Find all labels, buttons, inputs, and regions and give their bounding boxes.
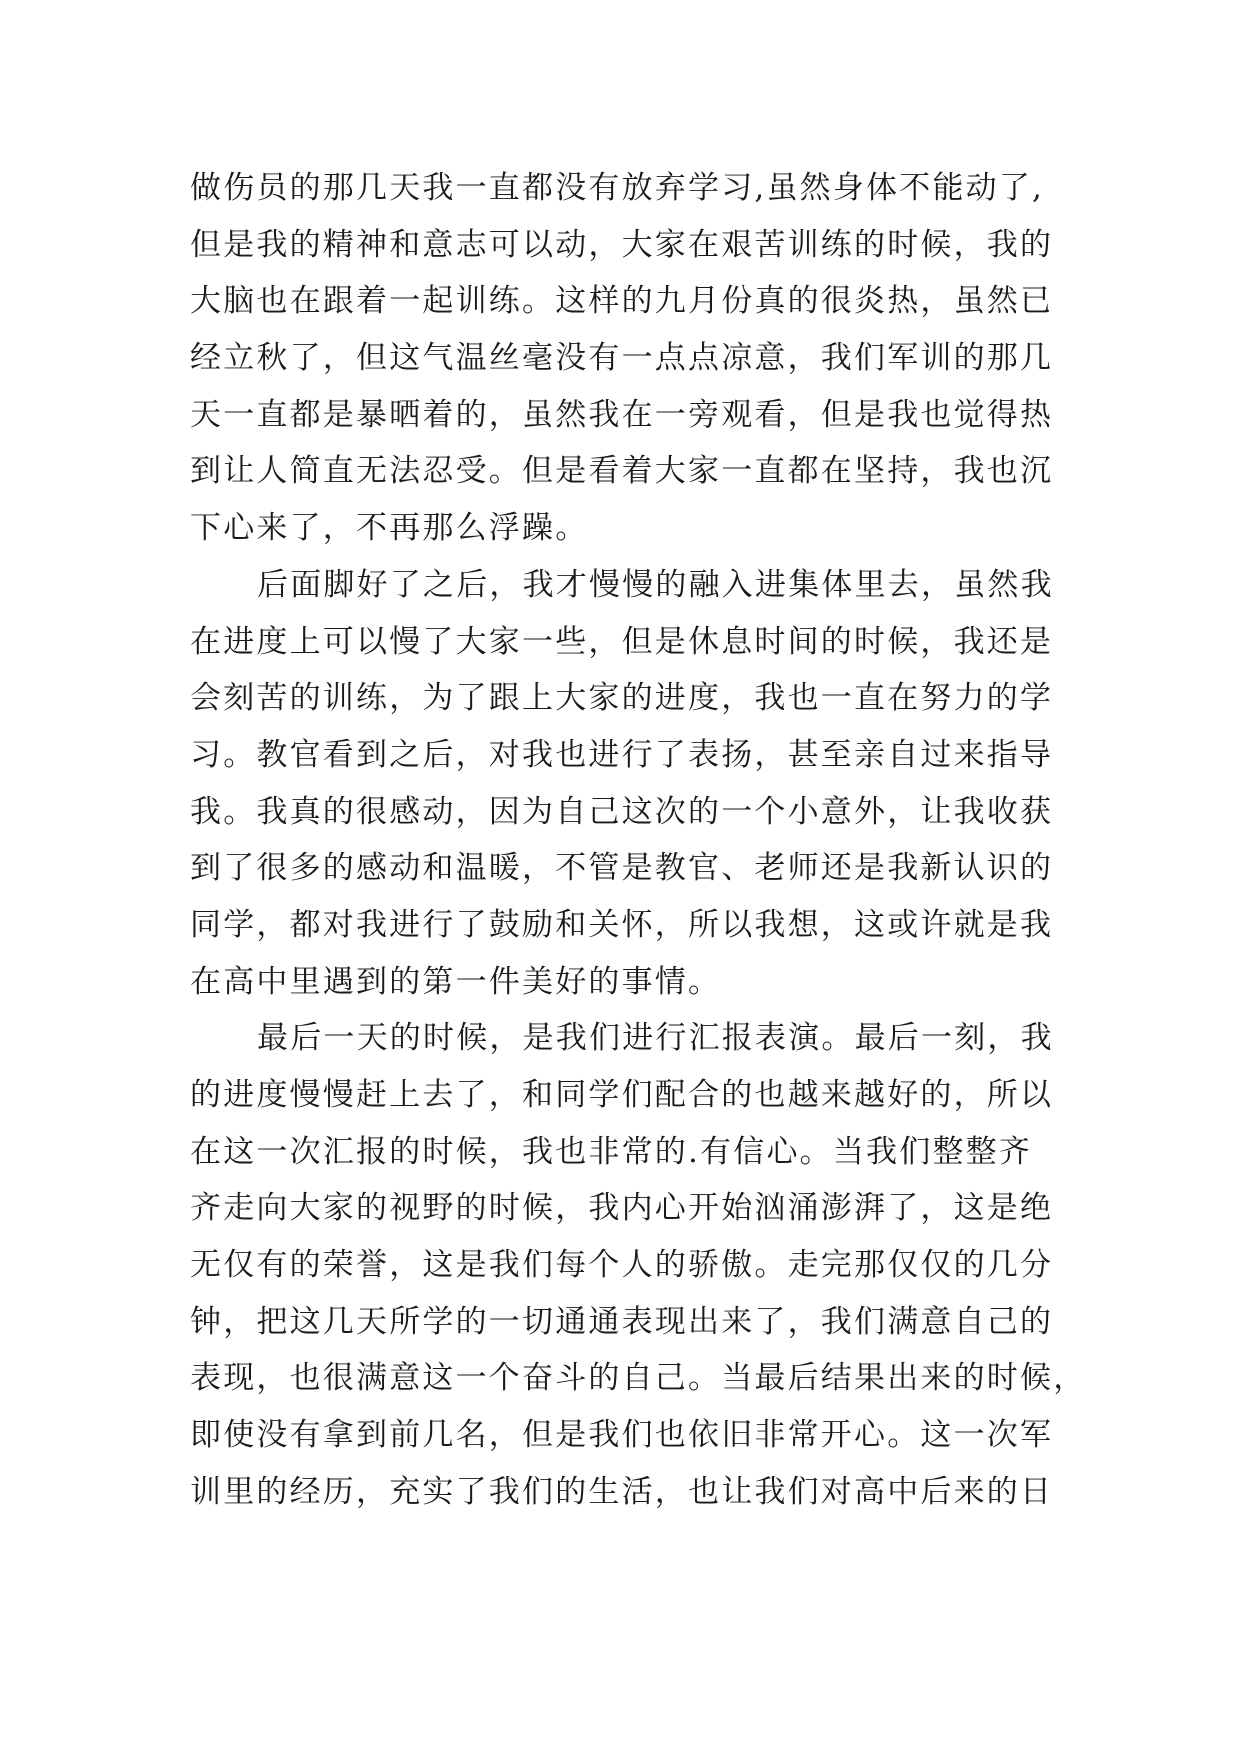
paragraph-start-line: 最后一天的时候，是我们进行汇报表演。最后一刻，我 [257, 1020, 1054, 1057]
text-line: 无仅有的荣誉，这是我们每个人的骄傲。走完那仅仅的几分 [190, 1247, 1054, 1284]
text-line: 的进度慢慢赶上去了，和同学们配合的也越来越好的，所以 [190, 1077, 1054, 1113]
text-line: 大脑也在跟着一起训练。这样的九月份真的很炎热，虽然已 [190, 283, 1054, 320]
text-line: 在进度上可以慢了大家一些，但是休息时间的时候，我还是 [190, 623, 1054, 660]
text-line: 表现，也很满意这一个奋斗的自己。当最后结果出来的时候， [190, 1360, 1087, 1397]
paragraph-start-line: 后面脚好了之后，我才慢慢的融入进集体里去，虽然我 [257, 566, 1054, 603]
text-line: 经立秋了，但这气温丝毫没有一点点凉意，我们军训的那几 [190, 340, 1054, 377]
text-line: 但是我的精神和意志可以动，大家在艰苦训练的时候，我的 [190, 226, 1054, 263]
body-text [190, 160, 1090, 1521]
text-line: 训里的经历，充实了我们的生活，也让我们对高中后来的日 [190, 1473, 1054, 1510]
text-line: 齐走向大家的视野的时候，我内心开始汹涌澎湃了，这是绝 [190, 1190, 1054, 1227]
text-line: 钟，把这几天所学的一切通通表现出来了，我们满意自己的 [190, 1303, 1054, 1340]
text-line: 即使没有拿到前几名，但是我们也依旧非常开心。这一次军 [190, 1417, 1054, 1454]
text-line: 习。教官看到之后，对我也进行了表扬，甚至亲自过来指导 [190, 736, 1054, 773]
text-line: 天一直都是暴晒着的，虽然我在一旁观看，但是我也觉得热 [190, 396, 1054, 433]
text-line: 下心来了，不再那么浮躁。 [190, 510, 589, 547]
text-line: 会刻苦的训练，为了跟上大家的进度，我也一直在努力的学 [190, 680, 1054, 717]
text-line: 在高中里遇到的第一件美好的事情。 [190, 963, 722, 1000]
text-line: 在这一次汇报的时候，我也非常的.有信心。当我们整整齐 [190, 1133, 1033, 1170]
text-line: 做伤员的那几天我一直都没有放弃学习,虽然身体不能动了, [190, 170, 1045, 206]
text-line: 到了很多的感动和温暖，不管是教官、老师还是我新认识的 [190, 850, 1054, 887]
text-line: 同学，都对我进行了鼓励和关怀，所以我想，这或许就是我 [190, 906, 1054, 943]
text-line: 到让人简直无法忍受。但是看着大家一直都在坚持，我也沉 [190, 453, 1054, 490]
text-line: 我。我真的很感动，因为自己这次的一个小意外，让我收获 [190, 793, 1054, 830]
